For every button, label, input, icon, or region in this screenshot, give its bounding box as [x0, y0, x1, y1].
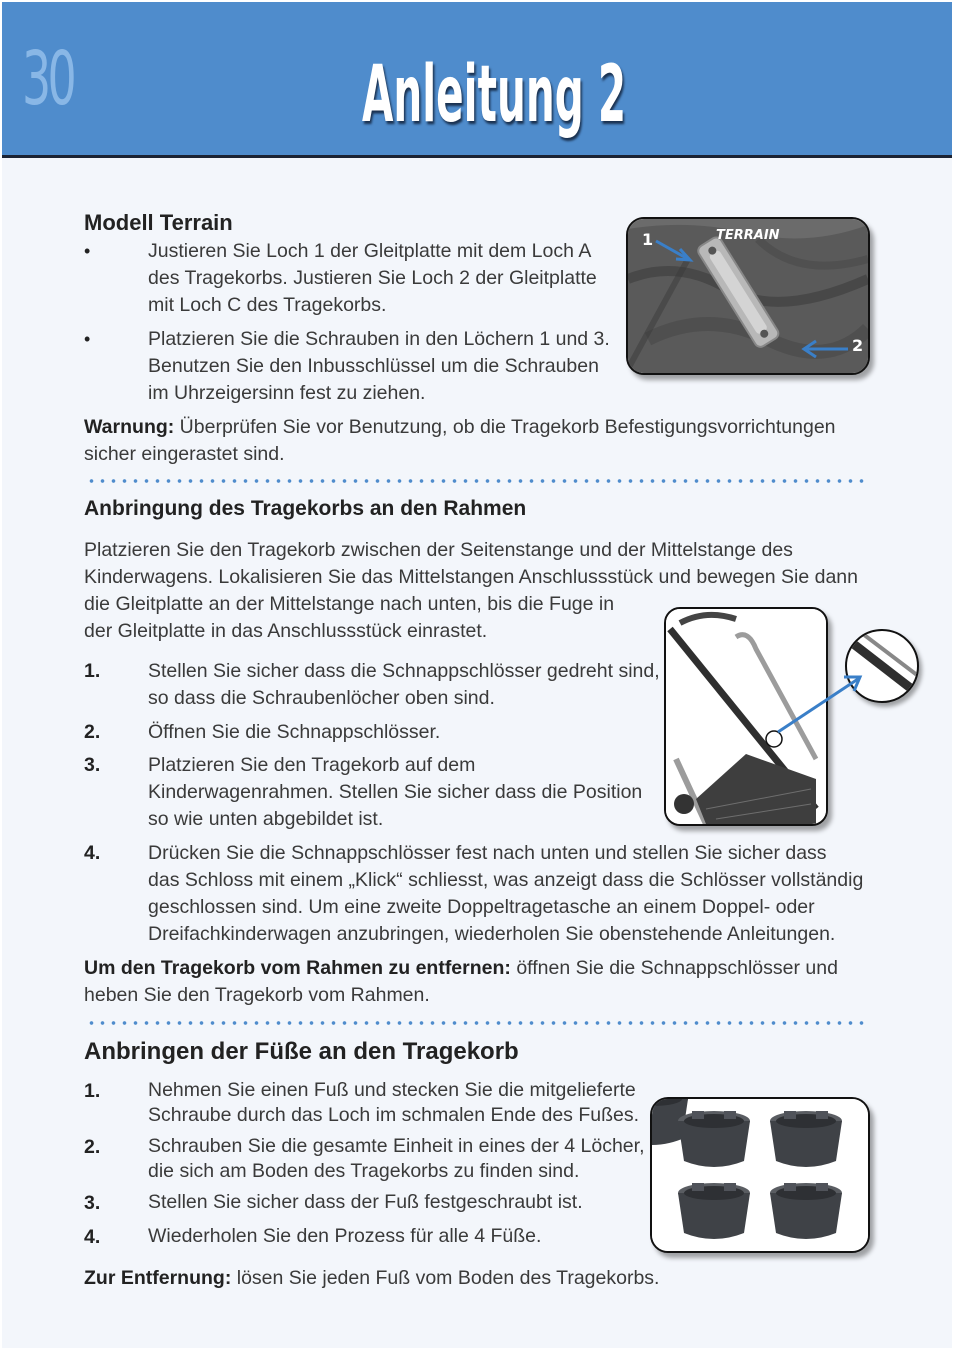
terrain-slide-plate-figure	[626, 217, 870, 375]
section-heading-modell-terrain: Modell Terrain	[84, 210, 233, 235]
step-text-2: Öffnen Sie die Schnappschlösser.	[148, 721, 441, 743]
step-number: 4.	[84, 1226, 101, 1248]
section-heading-anbringung: Anbringung des Tragekorbs an den Rahmen	[84, 497, 527, 520]
zoom-arrow	[770, 665, 870, 740]
dotted-divider	[86, 1021, 868, 1025]
bullet-text-2: Platzieren Sie die Schrauben in den Löchern 1 und 3. Benutzen Sie den Inbusschlüssel um die Schrauben im Uhrzeigersinn fest zu ziehen.	[148, 328, 610, 404]
section-heading-fuesse: Anbringen der Füße an den Tragekorb	[84, 1038, 519, 1065]
step-number: 3.	[84, 754, 101, 776]
step-number: 2.	[84, 721, 101, 743]
remove-basket-paragraph: Um den Tragekorb vom Rahmen zu entfernen: öffnen Sie die Schnappschlösser und heben Sie den Tragekorb vom Rahmen.	[84, 957, 838, 1006]
terrain-brand-label: TERRAIN	[716, 228, 780, 243]
step-text-3: Platzieren Sie den Tragekorb auf dem Kinderwagenrahmen. Stellen Sie sicher dass die Position so wie unten abgebildet ist.	[148, 754, 643, 830]
step-number: 3.	[84, 1192, 101, 1214]
section2-intro: Platzieren Sie den Tragekorb zwischen der Seitenstange und der Mittelstange des Kinderwagens. Lokalisieren Sie das Mittelstangen Anschlussstück und bewegen Sie dann die Gleitplatte an der Mittelstange nach unten, bis die Fuge in der Gleitplatte in das Anschlussstück einrastet.	[84, 539, 858, 642]
bullet-text-1: Justieren Sie Loch 1 der Gleitplatte mit dem Loch A des Tragekorbs. Justieren Sie Loch 2 der Gleitplatte mit Loch C des Tragekorbs.	[148, 240, 597, 316]
step-text-1: Stellen Sie sicher dass die Schnappschlösser gedreht sind, so dass die Schraubenlöcher oben sind.	[148, 660, 660, 709]
step-number: 4.	[84, 842, 101, 864]
feet-step-text-4: Wiederholen Sie den Prozess für alle 4 Füße.	[148, 1225, 542, 1247]
step-number: 1.	[84, 1080, 101, 1102]
bullet-marker: •	[84, 329, 91, 349]
feet-removal-paragraph: Zur Entfernung: lösen Sie jeden Fuß vom Boden des Tragekorbs.	[84, 1267, 660, 1289]
figure-label-2: 2	[852, 336, 864, 355]
step-number: 1.	[84, 660, 101, 682]
feet-figure	[650, 1097, 870, 1253]
step-number: 2.	[84, 1136, 101, 1158]
feet-removal-label: Zur Entfernung:	[84, 1267, 232, 1289]
warning-paragraph: Warnung: Überprüfen Sie vor Benutzung, ob die Tragekorb Befestigungsvorrichtungen sicher eingerastet sind.	[84, 416, 836, 465]
bullet-marker: •	[84, 241, 91, 261]
feet-step-text-1: Nehmen Sie einen Fuß und stecken Sie die mitgelieferte Schraube durch das Loch im schmalen Ende des Fußes.	[148, 1079, 640, 1126]
feet-step-text-2: Schrauben Sie die gesamte Einheit in eines der 4 Löcher, die sich am Boden des Tragekorbs zu finden sind.	[148, 1135, 645, 1182]
figure-label-1: 1	[642, 230, 654, 249]
remove-basket-label: Um den Tragekorb vom Rahmen zu entfernen:	[84, 957, 511, 979]
page-title: Anleitung 2	[362, 50, 627, 140]
warning-label: Warnung:	[84, 416, 175, 438]
step-text-4: Drücken Sie die Schnappschlösser fest nach unten und stellen Sie sicher dass das Schloss mit einem „Klick“ schliesst, was anzeigt dass die Schlösser vollständig geschlossen sind. Um eine zweite Doppeltragetasche an einem Doppel- oder Dreifachkinderwagen anzubringen, wiederholen Sie obenstehende Anleitungen.	[148, 842, 864, 945]
feet-step-text-3: Stellen Sie sicher dass der Fuß festgeschraubt ist.	[148, 1191, 583, 1213]
dotted-divider	[86, 479, 868, 483]
header-divider	[2, 155, 952, 158]
page-number: 30	[22, 36, 73, 122]
